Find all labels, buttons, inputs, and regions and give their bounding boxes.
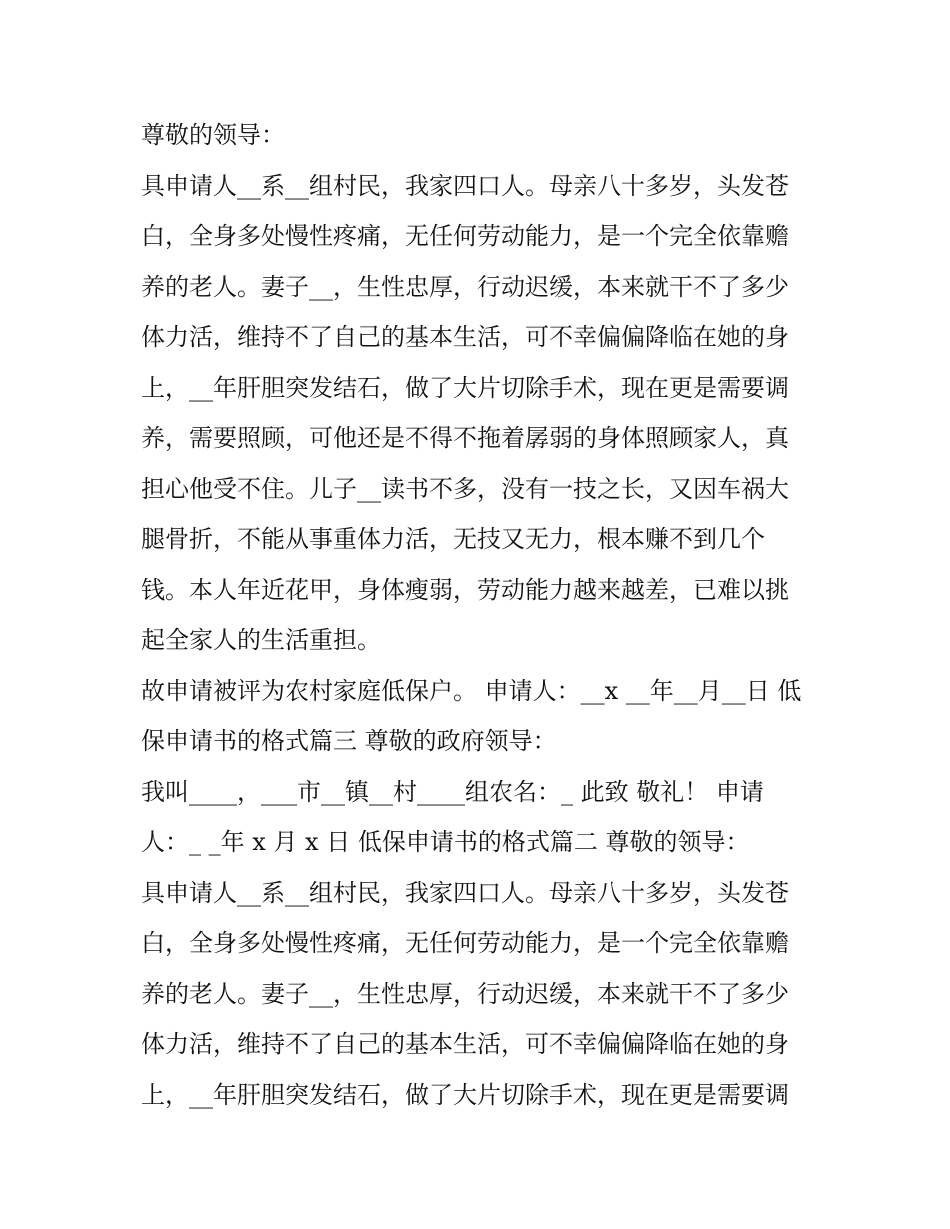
text-line: 具申请人__系__组村民，我家四口人。母亲八十多岁，头发苍: [141, 171, 789, 200]
text-line: 养的老人。妻子__，生性忠厚，行动迟缓，本来就干不了多少: [141, 272, 789, 301]
document-body: [141, 110, 821, 1120]
text-line: 上，__年肝胆突发结石，做了大片切除手术，现在更是需要调: [141, 1080, 789, 1109]
text-line: 养的老人。妻子__，生性忠厚，行动迟缓，本来就干不了多少: [141, 979, 789, 1008]
text-line: 体力活，维持不了自己的基本生活，可不幸偏偏降临在她的身: [141, 1030, 789, 1058]
text-line: 白，全身多处慢性疼痛，无任何劳动能力，是一个完全依靠赡: [141, 222, 789, 250]
text-line: 体力活，维持不了自己的基本生活，可不幸偏偏降临在她的身: [141, 323, 789, 351]
text-line: 保申请书的格式篇三 尊敬的政府领导：: [141, 727, 557, 755]
text-line: 具申请人__系__组村民，我家四口人。母亲八十多岁，头发苍: [141, 878, 789, 907]
text-line: 故申请被评为农村家庭低保户。 申请人：__x __年__月__日 低: [141, 676, 802, 705]
text-line: 尊敬的领导：: [141, 121, 285, 149]
text-line: 腿骨折，不能从事重体力活，无技又无力，根本赚不到几个: [141, 525, 765, 553]
text-line: 上，__年肝胆突发结石，做了大片切除手术，现在更是需要调: [141, 373, 789, 402]
text-line: 白，全身多处慢性疼痛，无任何劳动能力，是一个完全依靠赡: [141, 929, 789, 957]
text-line: 养，需要照顾，可他还是不得不拖着孱弱的身体照顾家人，真: [141, 424, 789, 452]
text-line: 人：_ _年 x 月 x 日 低保申请书的格式篇二 尊敬的领导：: [141, 828, 750, 856]
text-line: 我叫____，___市__镇__村____组农名：_ 此致 敬礼！ 申请: [141, 777, 764, 806]
text-line: 起全家人的生活重担。: [141, 626, 381, 654]
text-line: 钱。本人年近花甲，身体瘦弱，劳动能力越来越差，已难以挑: [141, 575, 789, 604]
text-line: 担心他受不住。儿子__读书不多，没有一技之长，又因车祸大: [141, 474, 789, 503]
